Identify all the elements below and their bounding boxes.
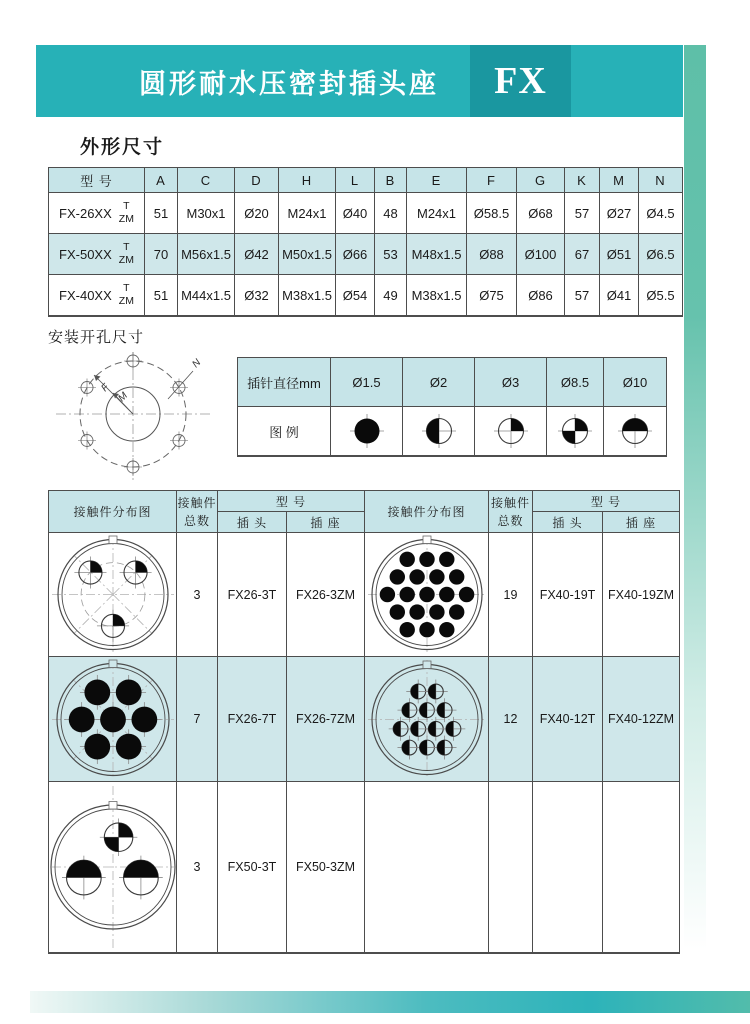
model-name: FX-40XX bbox=[59, 287, 112, 303]
cell: M24x1 bbox=[279, 193, 336, 234]
col-header: E bbox=[407, 168, 467, 193]
plug-cell: FX26-7T bbox=[218, 657, 287, 782]
page-title: 圆形耐水压密封插头座 bbox=[139, 68, 439, 99]
contact-header-row1 bbox=[49, 491, 680, 512]
header-model: 型 号 bbox=[533, 491, 680, 512]
contact-row-2 bbox=[49, 657, 680, 782]
cell: M44x1.5 bbox=[178, 275, 235, 317]
cell: M38x1.5 bbox=[407, 275, 467, 317]
cell: 57 bbox=[565, 193, 600, 234]
legend-cell bbox=[331, 407, 403, 457]
plug-cell-empty bbox=[533, 782, 603, 954]
socket-cell: FX26-3ZM bbox=[287, 533, 365, 657]
cell: 51 bbox=[145, 275, 178, 317]
dimension-table-header bbox=[49, 168, 683, 193]
legend-cell bbox=[403, 407, 475, 457]
cell: M38x1.5 bbox=[279, 275, 336, 317]
col-header: B bbox=[375, 168, 407, 193]
dimension-row-fx50 bbox=[49, 234, 683, 275]
cell: 48 bbox=[375, 193, 407, 234]
cell: M24x1 bbox=[407, 193, 467, 234]
diameter-value: Ø3 bbox=[475, 358, 547, 407]
socket-cell: FX26-7ZM bbox=[287, 657, 365, 782]
model-cell bbox=[49, 193, 145, 234]
cell: M50x1.5 bbox=[279, 234, 336, 275]
col-header: M bbox=[600, 168, 639, 193]
col-header: C bbox=[178, 168, 235, 193]
accent-green-strip bbox=[684, 45, 706, 950]
cell: Ø54 bbox=[336, 275, 375, 317]
pin-legend-icon-half-left bbox=[417, 409, 461, 453]
cell: Ø68 bbox=[517, 193, 565, 234]
dimension-table bbox=[48, 167, 683, 317]
footer-accent-band bbox=[30, 991, 750, 1013]
socket-cell: FX40-12ZM bbox=[603, 657, 680, 782]
legend-cell bbox=[475, 407, 547, 457]
pin-legend-icon-full bbox=[345, 409, 389, 453]
plug-cell: FX40-19T bbox=[533, 533, 603, 657]
variant-top: T bbox=[123, 241, 130, 254]
diameter-value: Ø10 bbox=[604, 358, 667, 407]
cell: 70 bbox=[145, 234, 178, 275]
diameter-value: Ø1.5 bbox=[331, 358, 403, 407]
dimension-row-fx40 bbox=[49, 275, 683, 317]
pin-diameter-label: 插针直径mm bbox=[238, 358, 331, 407]
cell: M30x1 bbox=[178, 193, 235, 234]
label-N: N bbox=[190, 357, 204, 371]
col-header: L bbox=[336, 168, 375, 193]
variant-bottom: ZM bbox=[118, 254, 134, 266]
plug-cell: FX26-3T bbox=[218, 533, 287, 657]
legend-label: 图 例 bbox=[238, 407, 331, 457]
count-cell: 3 bbox=[177, 533, 218, 657]
cell: Ø86 bbox=[517, 275, 565, 317]
header-diagram: 接触件分布图 bbox=[49, 491, 177, 533]
header-contact-count bbox=[489, 491, 533, 533]
model-name: FX-50XX bbox=[59, 246, 112, 262]
count-cell: 19 bbox=[489, 533, 533, 657]
count-cell: 12 bbox=[489, 657, 533, 782]
cell: 57 bbox=[565, 275, 600, 317]
leader-N bbox=[168, 371, 193, 399]
header-socket: 插 座 bbox=[287, 512, 365, 533]
header-diagram: 接触件分布图 bbox=[365, 491, 489, 533]
cell: Ø6.5 bbox=[639, 234, 683, 275]
variant-top: T bbox=[123, 282, 130, 295]
pin-diameter-table bbox=[237, 357, 667, 457]
section-title-dimensions: 外形尺寸 bbox=[80, 137, 165, 158]
cell: Ø20 bbox=[235, 193, 279, 234]
mounting-hole-drawing bbox=[46, 346, 226, 488]
series-badge: FX bbox=[470, 45, 571, 117]
connector-diagram-fx26-3 bbox=[50, 534, 176, 655]
cell: Ø42 bbox=[235, 234, 279, 275]
socket-cell-empty bbox=[603, 782, 680, 954]
socket-cell: FX50-3ZM bbox=[287, 782, 365, 954]
contact-row-1 bbox=[49, 533, 680, 657]
title-banner bbox=[36, 45, 683, 117]
legend-cell bbox=[547, 407, 604, 457]
cell: 51 bbox=[145, 193, 178, 234]
count-cell: 7 bbox=[177, 657, 218, 782]
cell: Ø51 bbox=[600, 234, 639, 275]
cell: M56x1.5 bbox=[178, 234, 235, 275]
connector-diagram-fx40-12 bbox=[366, 658, 488, 781]
header-contact-line1: 接触件 bbox=[490, 495, 530, 510]
cell: Ø58.5 bbox=[467, 193, 517, 234]
cell: Ø5.5 bbox=[639, 275, 683, 317]
legend-cell bbox=[604, 407, 667, 457]
plug-cell: FX40-12T bbox=[533, 657, 603, 782]
cell: Ø100 bbox=[517, 234, 565, 275]
label-M: M bbox=[116, 390, 131, 405]
diameter-value: Ø2 bbox=[403, 358, 475, 407]
model-cell bbox=[49, 234, 145, 275]
col-header: N bbox=[639, 168, 683, 193]
variant-bottom: ZM bbox=[118, 295, 134, 307]
pin-legend-icon-quarter bbox=[489, 409, 533, 453]
cell: Ø41 bbox=[600, 275, 639, 317]
cell: Ø4.5 bbox=[639, 193, 683, 234]
cell: Ø66 bbox=[336, 234, 375, 275]
plug-cell: FX50-3T bbox=[218, 782, 287, 954]
cell: Ø88 bbox=[467, 234, 517, 275]
label-F: F bbox=[99, 382, 112, 395]
diagram-cell bbox=[365, 533, 489, 657]
header-plug: 插 头 bbox=[218, 512, 287, 533]
pin-diameter-header bbox=[238, 358, 667, 407]
cell: M48x1.5 bbox=[407, 234, 467, 275]
diagram-cell-empty bbox=[365, 782, 489, 954]
variant-bottom: ZM bbox=[118, 213, 134, 225]
col-header: K bbox=[565, 168, 600, 193]
contact-row-3 bbox=[49, 782, 680, 954]
header-contact-count bbox=[177, 491, 218, 533]
count-cell: 3 bbox=[177, 782, 218, 954]
col-header: D bbox=[235, 168, 279, 193]
header-contact-line2: 总数 bbox=[183, 513, 210, 528]
col-header: A bbox=[145, 168, 178, 193]
diagram-cell bbox=[365, 657, 489, 782]
cell: 49 bbox=[375, 275, 407, 317]
header-contact-line1: 接触件 bbox=[177, 495, 217, 510]
col-header: H bbox=[279, 168, 336, 193]
model-cell bbox=[49, 275, 145, 317]
connector-diagram-fx40-19 bbox=[366, 534, 488, 655]
pin-legend-row bbox=[238, 407, 667, 457]
connector-diagram-fx26-7 bbox=[50, 658, 176, 781]
diagram-cell bbox=[49, 657, 177, 782]
dimension-row-fx26 bbox=[49, 193, 683, 234]
header-model: 型 号 bbox=[218, 491, 365, 512]
variant-top: T bbox=[123, 200, 130, 213]
cell: 53 bbox=[375, 234, 407, 275]
connector-diagram-fx50-3 bbox=[50, 784, 176, 950]
diameter-value: Ø8.5 bbox=[547, 358, 604, 407]
count-cell-empty bbox=[489, 782, 533, 954]
col-header: G bbox=[517, 168, 565, 193]
cell: Ø40 bbox=[336, 193, 375, 234]
cell: Ø32 bbox=[235, 275, 279, 317]
col-header-model: 型 号 bbox=[49, 168, 145, 193]
diagram-cell bbox=[49, 533, 177, 657]
diagram-cell bbox=[49, 782, 177, 954]
pin-legend-icon-half-top bbox=[613, 409, 657, 453]
section-title-mounting: 安装开孔尺寸 bbox=[48, 329, 145, 346]
pin-legend-icon-checker bbox=[553, 409, 597, 453]
cell: Ø75 bbox=[467, 275, 517, 317]
cell: 67 bbox=[565, 234, 600, 275]
model-name: FX-26XX bbox=[59, 205, 112, 221]
cell: Ø27 bbox=[600, 193, 639, 234]
socket-cell: FX40-19ZM bbox=[603, 533, 680, 657]
col-header: F bbox=[467, 168, 517, 193]
header-socket: 插 座 bbox=[603, 512, 680, 533]
header-plug: 插 头 bbox=[533, 512, 603, 533]
contact-table bbox=[48, 490, 680, 954]
header-contact-line2: 总数 bbox=[497, 513, 524, 528]
